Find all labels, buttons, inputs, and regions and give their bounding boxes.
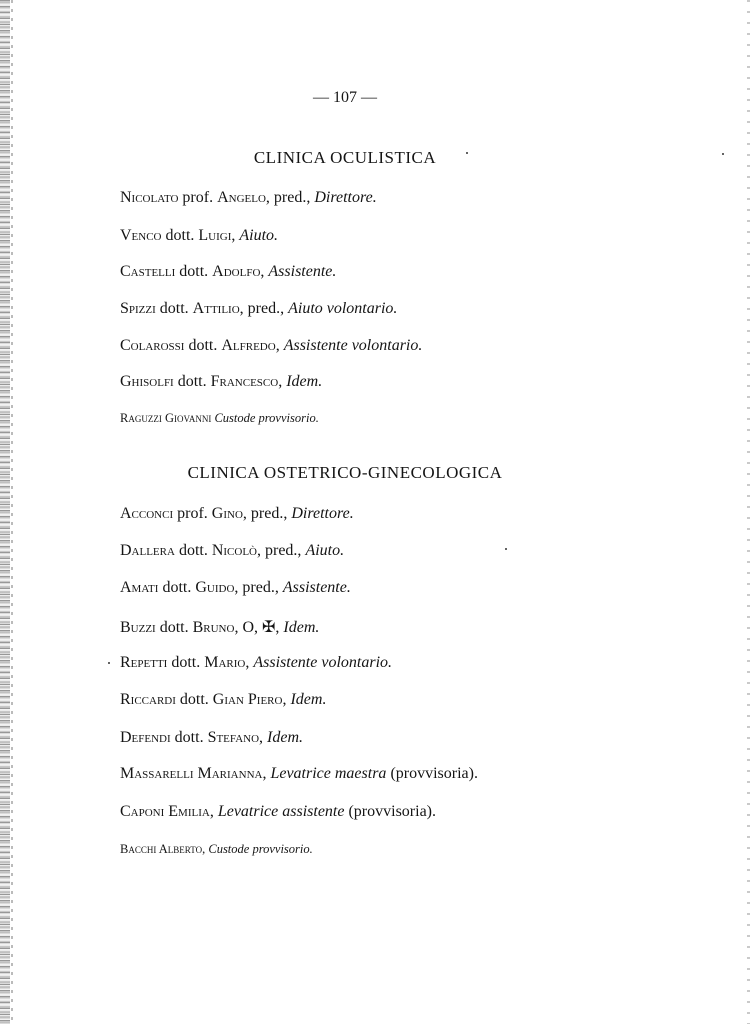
tail: , pred.,: [265, 189, 311, 206]
firstname: Gino: [211, 505, 243, 522]
custode-entry: [120, 842, 313, 857]
surname: Acconci: [120, 505, 174, 522]
tail: ,: [282, 691, 287, 708]
title: dott.: [162, 579, 192, 596]
tail: ,: [259, 729, 264, 746]
firstname: Alfredo: [221, 337, 276, 354]
role: Idem.: [286, 373, 323, 390]
firstname: Luigi: [198, 227, 232, 244]
title: prof.: [182, 189, 214, 206]
title: prof.: [177, 505, 208, 522]
role: Assistente.: [282, 579, 351, 596]
title: dott.: [174, 729, 204, 746]
scan-right-edge: [747, 0, 750, 1024]
surname: Amati: [120, 579, 159, 596]
role: Direttore.: [291, 505, 354, 522]
surname: Riccardi: [120, 691, 176, 708]
firstname: Angelo: [217, 189, 266, 206]
role: Idem.: [267, 729, 304, 746]
surname: Spizzi: [120, 300, 156, 317]
tail: , pred.,: [257, 542, 302, 559]
levatrice-role: Levatrice assistente: [217, 803, 345, 820]
staff-entry: [120, 617, 319, 637]
section-heading-oculistica: CLINICA OCULISTICA: [253, 148, 437, 167]
tail: ,: [245, 654, 250, 671]
surname: Castelli: [120, 263, 176, 280]
title: dott.: [159, 300, 189, 317]
tail: ,: [260, 263, 265, 280]
title: dott.: [177, 373, 207, 390]
staff-entry: [120, 729, 303, 747]
firstname: Attilio: [192, 300, 240, 317]
staff-entry: [120, 542, 344, 560]
speck: [108, 662, 110, 664]
tail: , O, ✠,: [234, 619, 280, 636]
levatrice-name: Caponi Emilia,: [120, 803, 214, 820]
firstname: Adolfo: [212, 263, 261, 280]
firstname: Bruno: [192, 619, 235, 636]
title: dott.: [179, 691, 209, 708]
title: dott.: [179, 263, 209, 280]
levatrice-note: (provvisoria).: [348, 803, 436, 820]
role: Aiuto volontario.: [288, 300, 398, 317]
levatrice-entry: [120, 765, 478, 783]
role: Aiuto.: [305, 542, 345, 559]
firstname: Francesco: [210, 373, 279, 390]
custode-entry: [120, 411, 319, 426]
title: dott.: [159, 619, 189, 636]
tail: , pred.,: [234, 579, 279, 596]
role: Idem.: [290, 691, 327, 708]
custode-role: Custode provvisorio.: [214, 411, 319, 425]
surname: Nicolato: [120, 189, 179, 206]
surname: Venco: [120, 227, 162, 244]
surname: Buzzi: [120, 619, 156, 636]
title: dott.: [178, 542, 208, 559]
firstname: Mario: [204, 654, 246, 671]
levatrice-entry: [120, 803, 436, 821]
staff-entry: [120, 337, 422, 355]
staff-entry: [120, 579, 351, 597]
role: Assistente volontario.: [253, 654, 393, 671]
tail: ,: [278, 373, 283, 390]
title: dott.: [171, 654, 201, 671]
tail: ,: [231, 227, 236, 244]
levatrice-role: Levatrice maestra: [270, 765, 387, 782]
firstname: Guido: [195, 579, 235, 596]
custode-name: Raguzzi Giovanni: [120, 411, 212, 425]
role: Aiuto.: [239, 227, 279, 244]
role: Assistente.: [268, 263, 337, 280]
role: Direttore.: [314, 189, 377, 206]
role: Assistente volontario.: [283, 337, 423, 354]
staff-entry: [120, 373, 322, 391]
speck: [505, 548, 507, 550]
staff-entry: [120, 300, 397, 318]
surname: Repetti: [120, 654, 168, 671]
title: dott.: [188, 337, 218, 354]
levatrice-note: (provvisoria).: [390, 765, 478, 782]
tail: ,: [275, 337, 280, 354]
title: dott.: [165, 227, 195, 244]
section-heading-ostetrico: CLINICA OSTETRICO-GINECOLOGICA: [187, 463, 503, 482]
page-number: — 107 —: [313, 89, 377, 106]
surname: Defendi: [120, 729, 171, 746]
firstname: Stefano: [207, 729, 260, 746]
staff-entry: [120, 505, 354, 523]
custode-role: Custode provvisorio.: [208, 842, 313, 856]
surname: Colarossi: [120, 337, 185, 354]
staff-entry: [120, 654, 392, 672]
staff-entry: [120, 189, 377, 207]
firstname: Gian Piero: [212, 691, 283, 708]
surname: Dallera: [120, 542, 175, 559]
levatrice-name: Massarelli Marianna,: [120, 765, 267, 782]
surname: Ghisolfi: [120, 373, 174, 390]
tail: , pred.,: [239, 300, 285, 317]
staff-entry: [120, 691, 326, 709]
role: Idem.: [283, 619, 320, 636]
firstname: Nicolò: [211, 542, 257, 559]
speck: [722, 153, 724, 155]
custode-name: Bacchi Alberto,: [120, 842, 206, 856]
staff-entry: [120, 263, 336, 281]
tail: , pred.,: [242, 505, 288, 522]
staff-entry: [120, 227, 278, 245]
